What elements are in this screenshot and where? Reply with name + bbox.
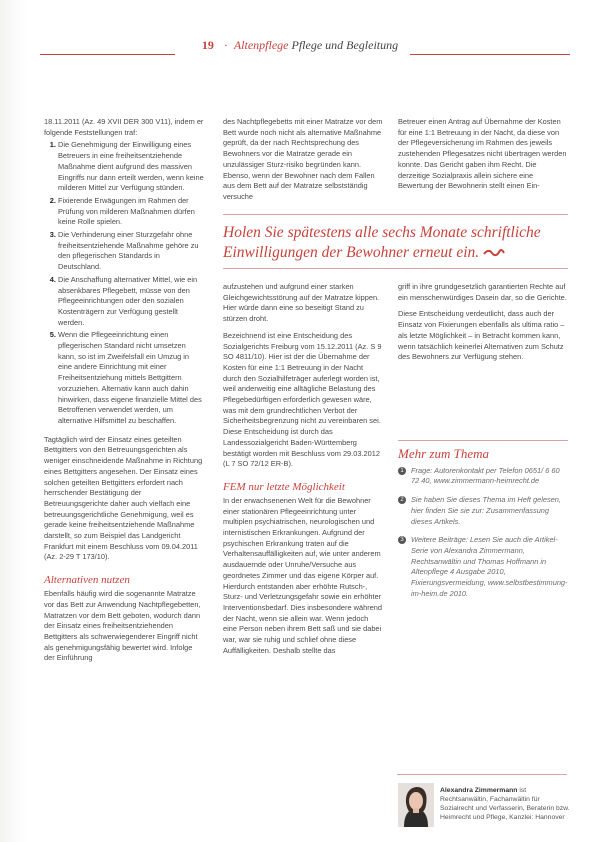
column-3-top <box>398 117 568 194</box>
col2-paragraph-2: Bezeichnend ist eine Entscheidung des Sozialgerichts Freiburg vom 15.12.2011 (Az. S 9 SO 4811/10). Hier ist der die Übernahme der Kosten für eine 1:1 Betreuung in der Nacht durch den Sozialhilfeträger auferlegt worden ist, weil anderweitig eine alltägliche Belastung des Pflegebedürftigen erforderlich gewesen wäre, was mit dem grundrechtlichen Verbot der Sicherheitsbegrenzung nicht zu vereinbaren sei. Diese Entscheidung ist durch das Landessozialgericht Baden-Württemberg bestätigt worden mit Beschluss vom 29.03.2012 (L 7 SO 72/12 ER-B). <box>223 330 382 469</box>
header-subtitle: Pflege und Begleitung <box>291 38 399 52</box>
more-item <box>398 535 568 599</box>
author-bio: ist Rechtsanwältin, Fachanwältin für Sozialrecht und Verfasserin, Beraterin bzw. Heimrecht und Pflege, Kanzlei: Hannover <box>440 787 570 821</box>
page-number: 19 <box>201 38 214 52</box>
col2-paragraph-3: In der erwachsenenen Welt für die Bewohner einer stationären Pflegeeinrichtung unter multiplen psychiatrischen, neurologischen und internistischen Erkrankungen. Aufgrund der psychischen Erkrankung traten auf die Verhaltensauffälligkeiten auf, wie unter anderem ausdauernde oder Unruhe/Versuche aus geordnetes Zimmer und das eigene Körper auf. Hierdurch entstanden aber erhöhte Rutsch-, Sturz- und Verletzungsgefahr sowie ein erhöhter Interventionsbedarf. Dies insbesondere während der Nacht, wenn sie allein war. Wenn jedoch eine Person neben ihrem Bett saß und sie dabei war, war sie ruhig und schlief ohne diese Auffälligkeiten. Deshalb stellte das <box>223 495 382 655</box>
squiggle-icon <box>483 249 505 257</box>
header-category: Altenpflege <box>233 38 289 52</box>
page-header <box>0 38 600 53</box>
col3-paragraph-2: Diese Entscheidung verdeutlicht, dass auch der Einsatz von Fixierungen ebenfalls als ultima ratio – als letzte Möglichkeit – in Betracht kommen kann, wenn tatsächlich keinerlei Alternativen zum Schutz des Bewohners zur Verfügung stehen. <box>398 309 565 362</box>
col2-top-text: des Nachtpflegebetts mit einer Matratze vor dem Bett wurde noch nicht als alternative Maßnahme geprüft, da der nach Rechtsprechung des Bewohners vor die Matratze gerade ein unzulässiger Sturz-risiko begründen kann. Ebenso, wenn der Bewohner nach dem Fallen aus dem Bett auf der Matratze selbstständig versuche <box>223 117 383 201</box>
column-2-top <box>223 117 383 205</box>
more-rule <box>398 440 568 441</box>
ruling-list <box>44 140 204 426</box>
portrait-image <box>398 783 434 827</box>
more-box <box>398 440 568 607</box>
col2-paragraph: aufzustehen und aufgrund einer starken Gleichgewichtsstörung auf der Matratze kippen. Hier würde dann eine so beseitigt Stand zu stürzen droht. <box>223 282 380 324</box>
header-separator: · <box>223 38 228 52</box>
ruling-item: 4. Die Anschaffung alternativer Mittel, wie ein absenkbares Pflegebett, müsse von den Pflegeeinrichtungen oder den sozialen Kostenträgern zur Verfügung gestellt werden. <box>58 275 204 329</box>
header-rule-left <box>40 54 175 55</box>
ruling-item: 3. Die Verhinderung einer Sturzgefahr ohne freiheitsentziehende Maßnahme gehöre zu den pflegerischen Standards in Deutschland. <box>58 230 204 273</box>
more-item-text: Sie haben Sie dieses Thema im Heft gelesen, hier finden Sie sie zur: Zusammenfassung dieses Artikels. <box>411 495 561 526</box>
more-item <box>398 495 568 527</box>
col3-paragraph: griff in ihre grundgesetzlich garantierten Rechte auf ein menschenwürdiges Dasein dar, so die Gerichte. <box>398 282 567 302</box>
more-item-number: 3 <box>398 536 406 544</box>
author-info <box>440 786 570 822</box>
author-name: Alexandra Zimmermann <box>440 787 518 794</box>
col1-intro: 18.11.2011 (Az. 49 XVII DER 300 V11), indem er folgende Feststellungen traf: <box>44 117 204 137</box>
col1-paragraph: Tagtäglich wird der Einsatz eines geteilten Bettgitters von den Betreuungsgerichten als weniger einschneidende Maßnahme in Richtung eines Bettgitters angesehen. Der Einsatz eines solchen geteilten Bettgitters erfordert nach herrschender Bestätigung der Betreuungsgerichte daher auch vielfach eine betreuungsgerichtliche Genehmigung, weil es gerade keine freiheitsentziehende Maßnahme darstellt, so zum Beispiel das Landgericht Frankfurt mit einem Beschluss vom 09.04.2011 (Az. 2-29 T 173/10). <box>44 434 203 562</box>
col1-paragraph-2: Ebenfalls häufig wird die sogenannte Matratze vor das Bett zur Anwendung Nachtpflegebetten, Matratzen vor dem Bett geboten, wodurch dann der Einsatz eines freiheitsentziehenden Bettgitters als schwerwiegenderer Eingriff nicht als genehmigungsfähig bewertet wird. Infolge der Einführung <box>44 589 201 663</box>
pullquote-text: Holen Sie spätestens alle sechs Monate schriftliche Einwilligungen der Bewohner erneut ein. <box>223 224 541 261</box>
pullquote <box>223 223 568 263</box>
author-rule <box>397 774 567 775</box>
column-1 <box>44 117 204 666</box>
column-2-bottom <box>223 282 383 659</box>
header-rule-right <box>410 54 570 55</box>
author-portrait <box>398 783 434 827</box>
col3-top-text: Betreuer einen Antrag auf Übernahme der Kosten für eine 1:1 Betreuung in der Nacht, da diese von der Pflegeversicherung im Rahmen des jeweils zustehenden Pflegesatzes nicht übertragen werden konnte. Das Gericht gaben ihm Recht. Die derzeitige Sozialpraxis allein sichere eine Bewertung der Bewohnerin stellt einen Ein- <box>398 117 567 191</box>
more-item <box>398 466 568 487</box>
pullquote-rule-bottom <box>223 268 568 269</box>
more-item-text: Weitere Beiträge: Lesen Sie auch die Artikel-Serie von Alexandra Zimmermann, Rechtsanwältin und Thomas Hoffmann in Altenpflege 4 Ausgabe 2010, Fixierungsvermeidung, www.selbstbestimmung-im-heim.de 2010. <box>411 535 568 598</box>
ruling-item: 1. Die Genehmigung der Einwilligung eines Betreuers in eine freiheitsentziehende Maßnahme dient aufgrund des massiven Eingriffs nur dann erteilt werden, wenn keine milderen Mittel zur Verfügung stünden. <box>58 140 204 194</box>
more-item-number: 2 <box>398 496 406 504</box>
ruling-item: 5. Wenn die Pflegeeinrichtung einen pflegerischen Standard nicht umsetzen kann, so ist im Zweifelsfall ein Umzug in eine andere Einrichtung mit einer Freiheitsentziehung mittels Bettgittern vorzuziehen. Alternativ kann auch dahin hinwirken, dass eigene finanzielle Mittel des Betroffenen verwendet werden, um alternative Hilfsmittel zu beschaffen. <box>58 330 204 426</box>
more-item-text: Frage: Autorenkontakt per Telefon 0651/ 6 60 72 40, www.zimmermann-heimrecht.de <box>411 465 560 486</box>
subheading-fem: FEM nur letzte Möglichkeit <box>223 480 345 493</box>
more-item-number: 1 <box>398 467 406 475</box>
more-title: Mehr zum Thema <box>398 446 489 461</box>
column-3-bottom <box>398 282 568 365</box>
subheading-alternativen: Alternativen nutzen <box>44 574 130 587</box>
pullquote-rule-top <box>223 214 568 215</box>
ruling-item: 2. Fixierende Erwägungen im Rahmen der Prüfung von milderen Maßnahmen dürfen keine Rolle spielen. <box>58 196 204 228</box>
